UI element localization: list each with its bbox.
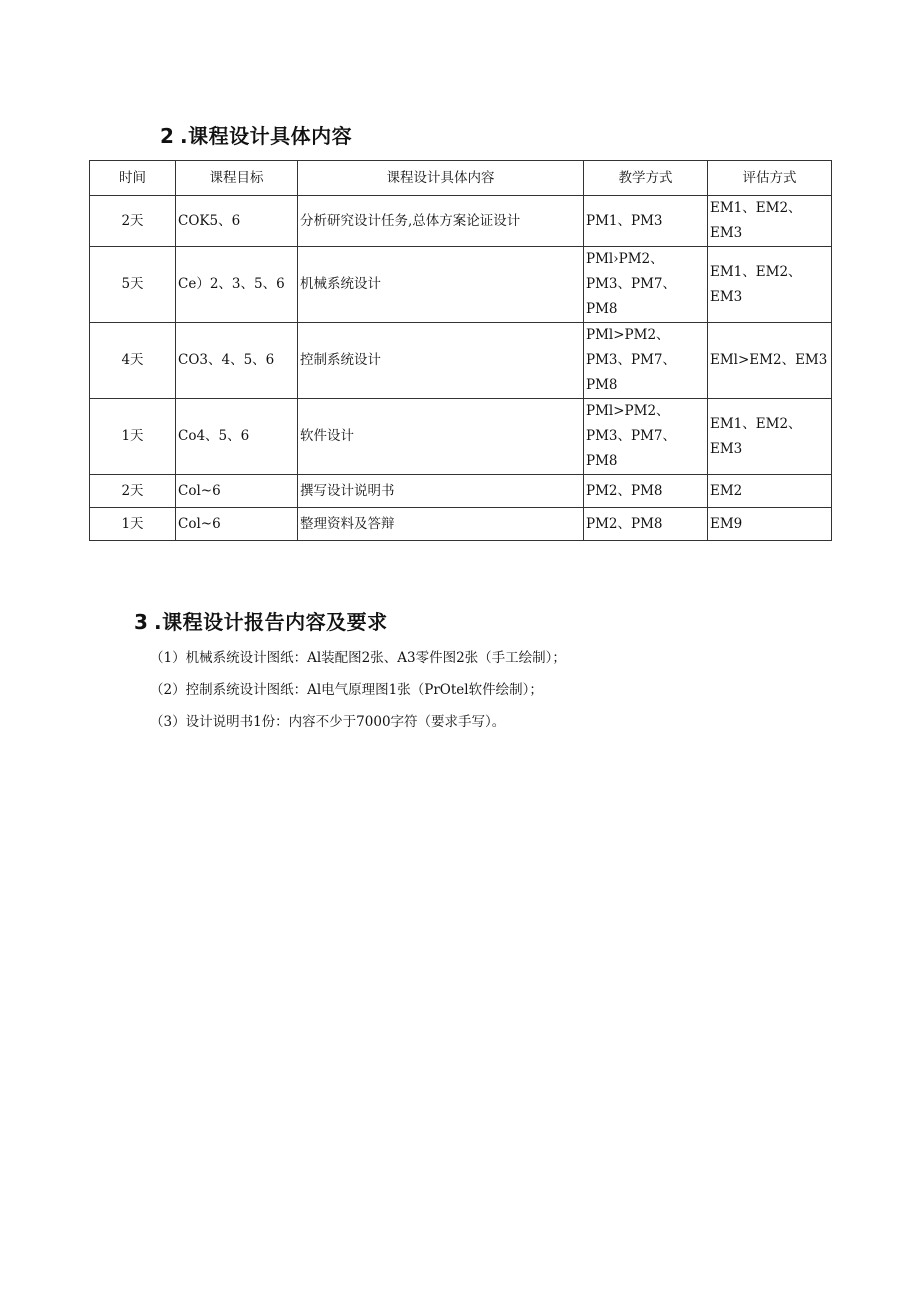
cell-goal: COK5、6 [176, 196, 298, 247]
cell-goal: Ce）2、3、5、6 [176, 247, 298, 323]
requirement-item: （2）控制系统设计图纸：Al电气原理图1张（PrOtel软件绘制）； [150, 682, 543, 698]
cell-eval: EM1、EM2、EM3 [708, 196, 832, 247]
cell-eval: EM2 [708, 475, 832, 508]
cell-content: 撰写设计说明书 [298, 475, 584, 508]
cell-eval: EMl>EM2、EM3 [708, 323, 832, 399]
cell-goal: CO3、4、5、6 [176, 323, 298, 399]
section-3-heading [134, 606, 388, 635]
table-row [90, 399, 832, 475]
table-row [90, 247, 832, 323]
header-content: 课程设计具体内容 [298, 161, 584, 196]
cell-eval: EM1、EM2、EM3 [708, 399, 832, 475]
cell-method: PM2、PM8 [584, 508, 708, 541]
requirement-item: （1）机械系统设计图纸：Al装配图2张、A3零件图2张（手工绘制）； [150, 650, 566, 666]
table-row [90, 323, 832, 399]
cell-time: 1天 [90, 508, 176, 541]
section-2-heading [160, 120, 352, 149]
cell-eval: EM1、EM2、EM3 [708, 247, 832, 323]
cell-eval: EM9 [708, 508, 832, 541]
cell-time: 1天 [90, 399, 176, 475]
header-goal: 课程目标 [176, 161, 298, 196]
cell-goal: Co4、5、6 [176, 399, 298, 475]
header-time: 时间 [90, 161, 176, 196]
section-2-number: 2 [160, 124, 175, 148]
table-row [90, 475, 832, 508]
cell-method: PMl›PM2、PM3、PM7、PM8 [584, 247, 708, 323]
cell-method: PMl>PM2、PM3、PM7、PM8 [584, 399, 708, 475]
cell-content: 机械系统设计 [298, 247, 584, 323]
header-eval: 评估方式 [708, 161, 832, 196]
cell-time: 2天 [90, 475, 176, 508]
cell-time: 4天 [90, 323, 176, 399]
section-3-number: 3 [134, 610, 149, 634]
table-row [90, 508, 832, 541]
cell-content: 控制系统设计 [298, 323, 584, 399]
course-content-table [89, 160, 832, 541]
table-header-row [90, 161, 832, 196]
table-row [90, 196, 832, 247]
cell-method: PM2、PM8 [584, 475, 708, 508]
cell-goal: Col~6 [176, 508, 298, 541]
section-2-title: .课程设计具体内容 [180, 124, 353, 148]
cell-content: 整理资料及答辩 [298, 508, 584, 541]
requirement-item: （3）设计说明书1份：内容不少于7000字符（要求手写）。 [150, 714, 506, 730]
cell-method: PMl>PM2、PM3、PM7、PM8 [584, 323, 708, 399]
cell-content: 分析研究设计任务,总体方案论证设计 [298, 196, 584, 247]
cell-time: 5天 [90, 247, 176, 323]
cell-method: PM1、PM3 [584, 196, 708, 247]
cell-time: 2天 [90, 196, 176, 247]
cell-goal: Col~6 [176, 475, 298, 508]
section-3-title: .课程设计报告内容及要求 [154, 610, 388, 634]
cell-content: 软件设计 [298, 399, 584, 475]
header-method: 教学方式 [584, 161, 708, 196]
